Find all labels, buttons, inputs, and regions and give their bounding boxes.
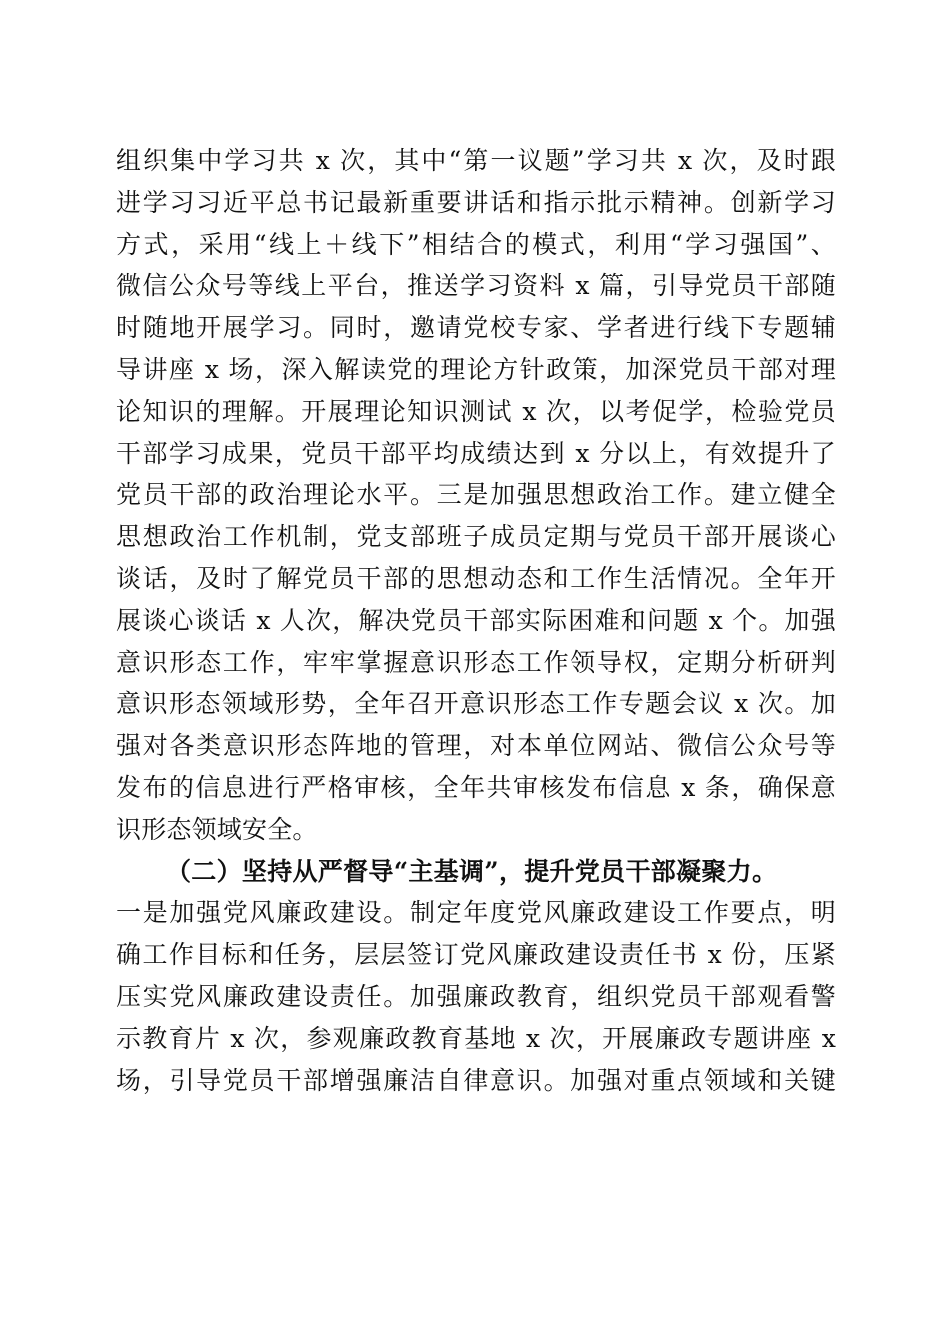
text-line: 强对各类意识形态阵地的管理，对本单位网站、微信公众号等 [116,731,836,761]
text-line: 发布的信息进行严格审核，全年共审核发布信息 x 条，确保意 [116,772,836,802]
text-line: 识形态领域安全。 [116,814,318,844]
text-line: 论知识的理解。开展理论知识测试 x 次，以考促学，检验党员 [116,396,836,426]
paragraph-ideological-work [116,140,836,851]
text-line: 思想政治工作机制，党支部班子成员定期与党员干部开展谈心 [116,522,836,552]
document-body [116,140,836,1101]
text-line: 导讲座 x 场，深入解读党的理论方针政策，加深党员干部对理 [116,354,836,384]
text-line: 一是加强党风廉政建设。制定年度党风廉政建设工作要点，明 [116,898,836,928]
text-line: 示教育片 x 次，参观廉政教育基地 x 次，开展廉政专题讲座 x [116,1023,836,1053]
text-line: 场，引导党员干部增强廉洁自律意识。加强对重点领域和关键 [116,1065,836,1095]
text-line: 意识形态工作，牢牢掌握意识形态工作领导权，定期分析研判 [116,647,836,677]
text-line: 组织集中学习共 x 次，其中“第一议题”学习共 x 次，及时跟 [116,146,836,175]
text-line: 压实党风廉政建设责任。加强廉政教育，组织党员干部观看警 [116,981,836,1011]
text-line: 方式，采用“线上＋线下”相结合的模式，利用“学习强国”、 [116,229,836,259]
paragraph-party-conduct [116,892,836,1101]
text-line: 意识形态领域形势，全年召开意识形态工作专题会议 x 次。加 [116,689,836,719]
text-line: 微信公众号等线上平台，推送学习资料 x 篇，引导党员干部随 [116,271,836,301]
text-line: 党员干部的政治理论水平。三是加强思想政治工作。建立健全 [116,480,836,510]
text-line: 展谈心谈话 x 人次，解决党员干部实际困难和问题 x 个。加强 [116,605,836,635]
section-heading: （二）坚持从严督导“主基调”，提升党员干部凝聚力。 [166,856,778,886]
text-line: 谈话，及时了解党员干部的思想动态和工作生活情况。全年开 [116,563,836,593]
text-line: 干部学习成果，党员干部平均成绩达到 x 分以上，有效提升了 [116,438,836,468]
text-line: 进学习习近平总书记最新重要讲话和指示批示精神。创新学习 [116,187,836,217]
text-line: 时随地开展学习。同时，邀请党校专家、学者进行线下专题辅 [116,313,836,343]
text-line: 确工作目标和任务，层层签订党风廉政建设责任书 x 份，压紧 [116,940,836,970]
